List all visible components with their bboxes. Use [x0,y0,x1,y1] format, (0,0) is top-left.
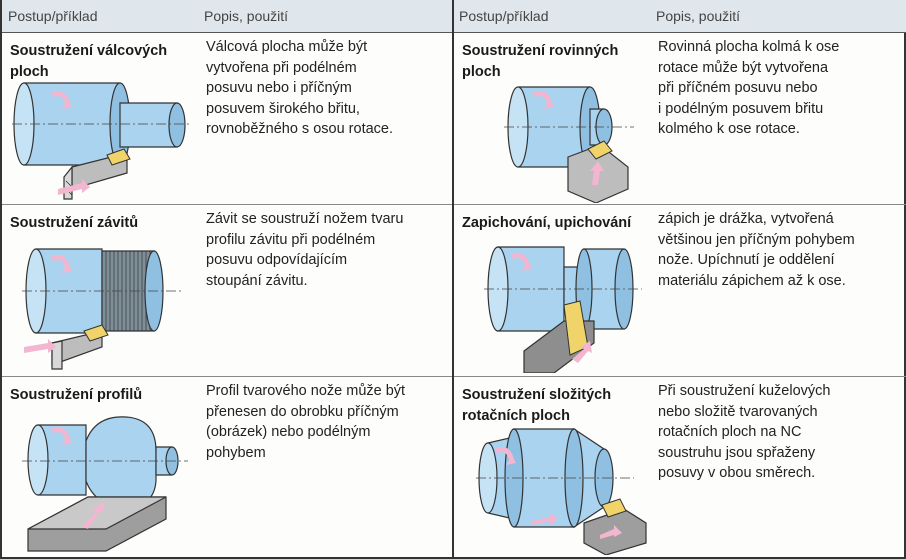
table-row [454,377,906,557]
header-procedure: Postup/příklad [8,8,98,24]
complex-rotational-illustration [474,423,654,555]
row-description: Profil tvarového nože může být přenesen do obrobku příčným (obrázek) nebo podélným pohybem [206,383,406,461]
table-row [2,205,452,377]
row-description: Válcová plocha může být vytvořena při podélném posuvu nebo i příčným posuvem širokého břitu, rovnoběžného s osou rotace. [206,39,394,137]
grooving-illustration [484,239,644,373]
header-description: Popis, použití [204,8,289,24]
row-title: Zapichování, upichování [462,215,632,231]
row-description: Rovinná plocha kolmá k ose rotace může být vytvořena při příčném posuvu nebo i podélným posuvem břitu kolmého k ose rotace. [658,39,840,137]
table-row [2,377,452,557]
header-procedure: Postup/příklad [459,8,549,24]
row-title: Soustružení závitů [10,215,139,231]
row-description: zápich je drážka, vytvořená většinou jen příčným pohybem nože. Upíchnutí je oddělení materiálu zápichem až k ose. [658,211,855,289]
table-row [454,205,906,377]
table-row [454,33,906,205]
row-description: Při soustružení kuželových nebo složitě tvarovaných rotačních ploch na NC soustruhu jsou spřaženy posuvy v obou směrech. [658,383,831,481]
row-title: Soustružení válcových ploch [10,43,168,80]
table-header-left [2,0,452,33]
header-description: Popis, použití [656,8,741,24]
table-left-half [2,0,452,557]
cylindrical-turning-illustration [12,77,197,201]
thread-turning-illustration [22,239,192,371]
row-title: Soustružení profilů [10,387,143,403]
row-title: Soustružení složitých rotačních ploch [462,387,612,424]
table-header-right [454,0,906,33]
table-row [2,33,452,205]
facing-illustration [504,81,654,203]
profile-turning-illustration [16,411,196,555]
row-description: Závit se soustruží nožem tvaru profilu závitu při podélném posuvu odpovídajícím stoupání závitu. [206,211,404,289]
table-right-half [452,0,906,557]
row-title: Soustružení rovinných ploch [462,43,619,80]
